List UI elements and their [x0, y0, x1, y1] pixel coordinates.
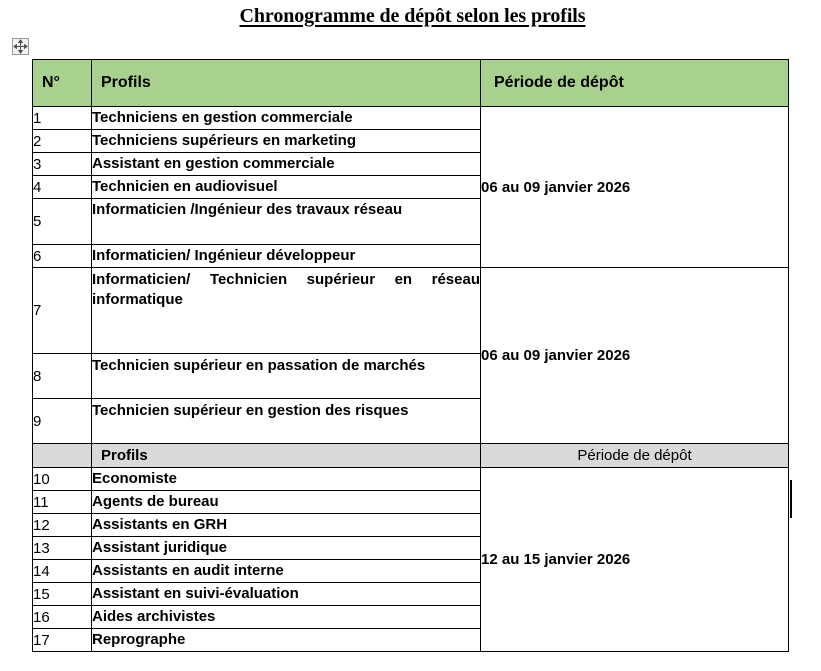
repeat-header-cell-periode: Période de dépôt — [481, 444, 789, 468]
cell-profil: Informaticien/ Technicien supérieur en réseau informatique — [92, 268, 481, 354]
table-row — [33, 468, 789, 491]
cell-profil: Techniciens en gestion commerciale — [92, 107, 481, 130]
cell-profil: Agents de bureau — [92, 491, 481, 514]
page-title: Chronogramme de dépôt selon les profils — [239, 5, 586, 27]
cell-num: 16 — [33, 606, 92, 629]
chronogram-table — [32, 59, 789, 652]
cell-periode: 06 au 09 janvier 2026 — [481, 268, 789, 444]
header-cell-periode: Période de dépôt — [481, 60, 789, 107]
cell-profil: Aides archivistes — [92, 606, 481, 629]
cell-num: 14 — [33, 560, 92, 583]
cell-num: 7 — [33, 268, 92, 354]
table-move-handle-icon[interactable] — [12, 38, 29, 55]
table-split-marker — [790, 480, 792, 518]
cell-num: 5 — [33, 199, 92, 245]
cell-profil: Economiste — [92, 468, 481, 491]
cell-profil: Assistant en suivi-évaluation — [92, 583, 481, 606]
cell-num: 12 — [33, 514, 92, 537]
cell-profil: Assistants en audit interne — [92, 560, 481, 583]
header-cell-profil: Profils — [92, 60, 481, 107]
cell-profil: Technicien supérieur en passation de marchés — [92, 354, 481, 399]
cell-num: 6 — [33, 245, 92, 268]
cell-profil: Assistants en GRH — [92, 514, 481, 537]
repeat-header-cell-num — [33, 444, 92, 468]
cell-num: 1 — [33, 107, 92, 130]
cell-profil: Assistant en gestion commerciale — [92, 153, 481, 176]
cell-num: 2 — [33, 130, 92, 153]
cell-num: 8 — [33, 354, 92, 399]
cell-num: 10 — [33, 468, 92, 491]
cell-profil: Techniciens supérieurs en marketing — [92, 130, 481, 153]
cell-num: 4 — [33, 176, 92, 199]
chronogram-table-container — [32, 59, 788, 652]
cell-periode: 12 au 15 janvier 2026 — [481, 468, 789, 652]
cell-num: 17 — [33, 629, 92, 652]
cell-profil: Assistant juridique — [92, 537, 481, 560]
table-row — [33, 107, 789, 130]
repeat-header-cell-profil: Profils — [92, 444, 481, 468]
cell-profil: Informaticien/ Ingénieur développeur — [92, 245, 481, 268]
cell-num: 13 — [33, 537, 92, 560]
cell-num: 3 — [33, 153, 92, 176]
cell-profil: Technicien en audiovisuel — [92, 176, 481, 199]
cell-num: 9 — [33, 399, 92, 444]
cell-profil: Informaticien /Ingénieur des travaux réseau — [92, 199, 481, 245]
table-header-row — [33, 60, 789, 107]
cell-profil: Technicien supérieur en gestion des risques — [92, 399, 481, 444]
table-row — [33, 268, 789, 354]
cell-num: 15 — [33, 583, 92, 606]
header-cell-num: N° — [33, 60, 92, 107]
repeat-header-row — [33, 444, 789, 468]
cell-periode: 06 au 09 janvier 2026 — [481, 107, 789, 268]
cell-num: 11 — [33, 491, 92, 514]
cell-profil: Reprographe — [92, 629, 481, 652]
